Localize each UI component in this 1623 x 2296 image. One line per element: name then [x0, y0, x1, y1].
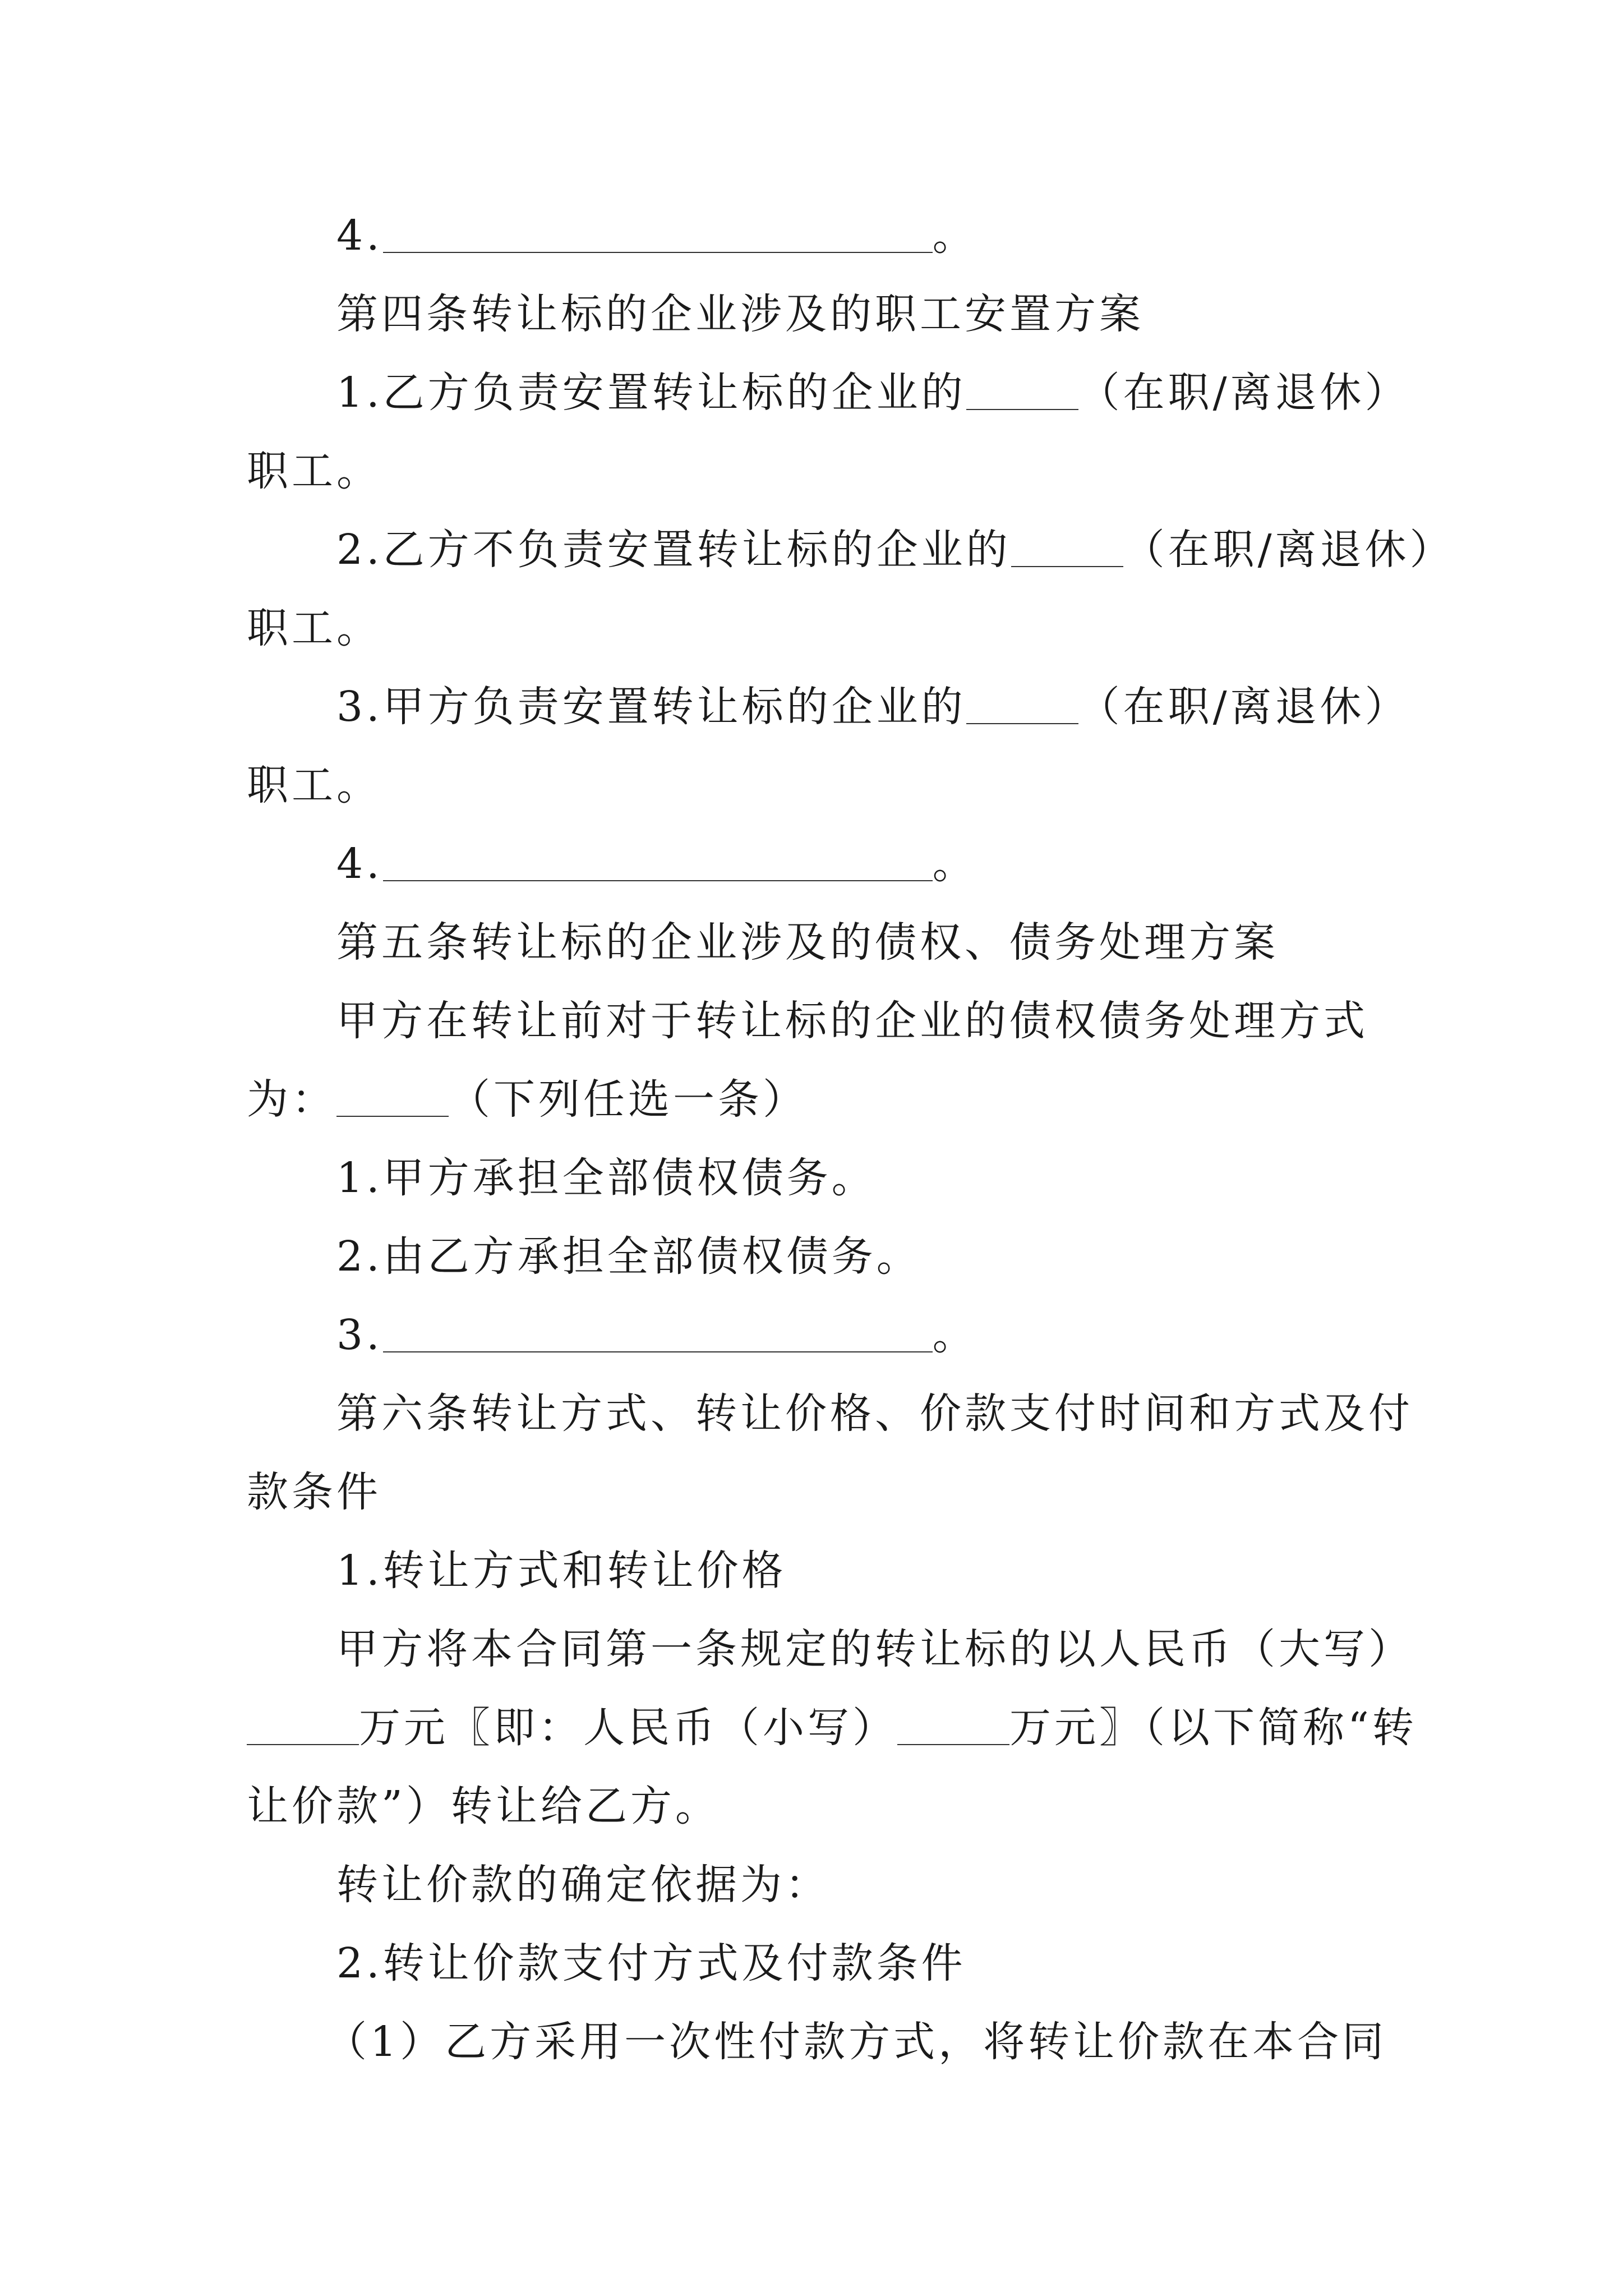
fill-blank[interactable]	[966, 684, 1078, 724]
clause-4-1: 1.乙方负责安置转让标的企业的 （在职/离退休）	[336, 369, 1410, 417]
fill-blank[interactable]	[383, 841, 933, 881]
fill-blank[interactable]	[383, 213, 933, 253]
clause-4-3-cont: 职工。	[247, 761, 381, 809]
clause-6-2-1: （1）乙方采用一次性付款方式，将转让价款在本合同	[325, 2018, 1387, 2066]
article-4-heading: 第四条转让标的企业涉及的职工安置方案	[336, 290, 1144, 338]
article-5-body: 甲方在转让前对于转让标的企业的债权债务处理方式	[336, 997, 1368, 1045]
clause-4-1-cont: 职工。	[247, 447, 381, 495]
item-4-blank-line: 4. 。	[336, 840, 978, 888]
clause-6-1-body-end: 让价款”）转让给乙方。	[247, 1782, 720, 1830]
fill-blank[interactable]	[1011, 527, 1123, 567]
fill-blank[interactable]	[336, 1076, 449, 1117]
fill-blank[interactable]	[966, 370, 1078, 410]
fill-blank[interactable]	[247, 1705, 359, 1745]
clause-6-1-title: 1.转让方式和转让价格	[336, 1547, 787, 1595]
fill-blank[interactable]	[897, 1705, 1009, 1745]
clause-4-2: 2.乙方不负责安置转让标的企业的 （在职/离退休）	[336, 526, 1455, 574]
clause-5-1: 1.甲方承担全部债权债务。	[336, 1154, 877, 1202]
article-6-heading: 第六条转让方式、转让价格、价款支付时间和方式及付	[336, 1389, 1413, 1438]
article-5-body-cont: 为： （下列任选一条）	[247, 1075, 808, 1124]
item-end: 。	[932, 211, 978, 260]
clause-6-2-title: 2.转让价款支付方式及付款条件	[336, 1939, 966, 1987]
clause-4-3: 3.甲方负责安置转让标的企业的 （在职/离退休）	[336, 683, 1410, 731]
fill-blank[interactable]	[383, 1312, 933, 1352]
price-basis-line: 转让价款的确定依据为：	[336, 1861, 830, 1909]
clause-6-1-body: 甲方将本合同第一条规定的转让标的以人民币（大写）	[336, 1625, 1413, 1673]
clause-4-2-cont: 职工。	[247, 604, 381, 652]
clause-5-2: 2.由乙方承担全部债权债务。	[336, 1232, 921, 1281]
item-3-blank-line: 3. 。	[336, 1311, 978, 1359]
article-5-heading: 第五条转让标的企业涉及的债权、债务处理方案	[336, 918, 1279, 967]
clause-6-1-body-cont: 万元〖即：人民币（小写） 万元〗（以下简称“转	[247, 1700, 1417, 1756]
article-6-heading-cont: 款条件	[247, 1468, 381, 1516]
item-4-blank-line	[336, 208, 978, 264]
item-number: 4.	[336, 211, 383, 260]
